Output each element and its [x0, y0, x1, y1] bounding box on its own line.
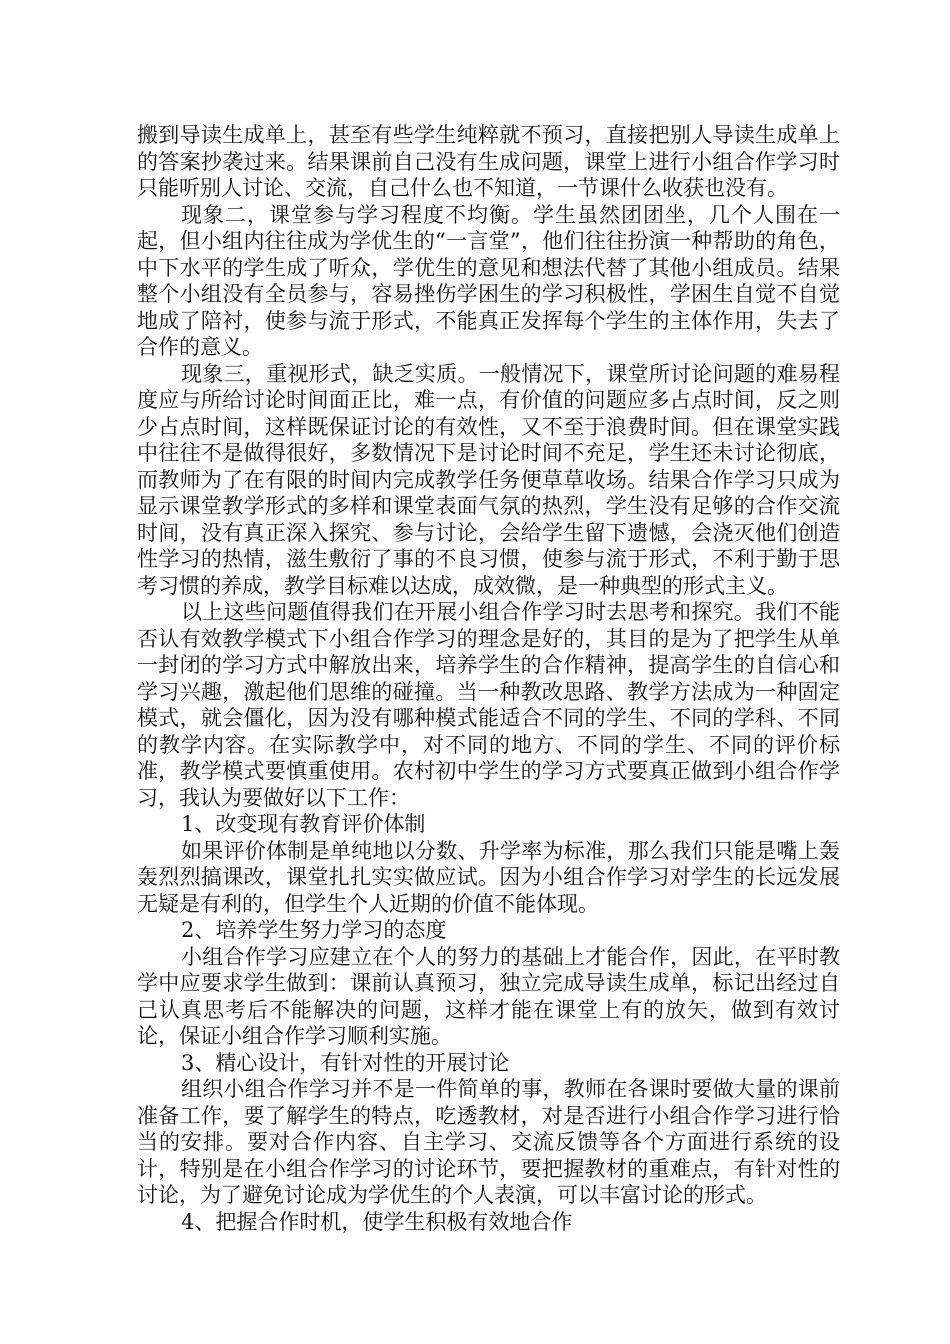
paragraph-phenomenon-two: 现象二，课堂参与学习程度不均衡。学生虽然团团坐，几个人围在一起，但小组内往往成为学优生的“一言堂”，他们往往扮演一种帮助的角色，中下水平的学生成了听众，学优生的意见和想法代替了其他小组成员。结果整个小组没有全员参与，容易挫伤学困生的学习积极性，学困生自觉不自觉地成了陪衬，使参与流于形式，不能真正发挥每个学生的主体作用，失去了合作的意义。	[137, 202, 840, 359]
paragraph-section-3: 组织小组合作学习并不是一件简单的事，教师在各课时要做大量的课前准备工作，要了解学生的特点，吃透教材，对是否进行小组合作学习进行恰当的安排。要对合作内容、自主学习、交流反馈等各个方面进行系统的设计，特别是在小组合作学习的讨论环节，要把握教材的重难点，有针对性的讨论，为了避免讨论成为学优生的个人表演，可以丰富讨论的形式。	[137, 1077, 840, 1207]
section-heading-3: 3、精心设计，有针对性的开展讨论	[181, 1050, 510, 1075]
paragraph-reflection: 以上这些问题值得我们在开展小组合作学习时去思考和探究。我们不能否认有效教学模式下小组合作学习的理念是好的，其目的是为了把学生从单一封闭的学习方式中解放出来，培养学生的合作精神，提高学生的自信心和学习兴趣，激起他们思维的碰撞。当一种教改思路、教学方法成为一种固定模式，就会僵化，因为没有哪种模式能适合不同的学生、不同的学科、不同的教学内容。在实际教学中，对不同的地方、不同的学生、不同的评价标准，教学模式要慎重使用。农村初中学生的学习方式要真正做到小组合作学习，我认为要做好以下工作：	[137, 600, 840, 810]
paragraph-section-1: 如果评价体制是单纯地以分数、升学率为标准，那么我们只能是嘴上轰轰烈烈搞课改，课堂扎扎实实做应试。因为小组合作学习对学生的长远发展无疑是有利的，但学生个人近期的价值不能体现。	[137, 838, 840, 916]
paragraph-continuation: 搬到导读生成单上，甚至有些学生纯粹就不预习，直接把别人导读生成单上的答案抄袭过来。结果课前自己没有生成问题，课堂上进行小组合作学习时只能听别人讨论、交流，自己什么也不知道，一节课什么收获也没有。	[137, 123, 840, 200]
section-heading-1: 1、改变现有教育评价体制	[181, 812, 426, 836]
paragraph-phenomenon-three: 现象三，重视形式，缺乏实质。一般情况下，课堂所讨论问题的难易程度应与所给讨论时间面正比，难一点，有价值的问题应多占点时间，反之则少占点时间，这样既保证讨论的有效性，又不至于浪费时间。但在课堂实践中往往不是做得很好，多数情况下是讨论时间不充足，学生还未讨论彻底，而教师为了在有限的时间内完成教学任务便草草收场。结果合作学习只成为显示课堂教学形式的多样和课堂表面气氛的热烈，学生没有足够的合作交流时间，没有真正深入探究、参与讨论，会给学生留下遗憾，会浇灭他们创造性学习的热情，滋生敷衍了事的不良习惯，使参与流于形式，不利于勤于思考习惯的养成，教学目标难以达成，成效微，是一种典型的形式主义。	[137, 361, 840, 598]
section-heading-4: 4、把握合作时机，使学生积极有效地合作	[181, 1209, 573, 1234]
paragraph-section-2: 小组合作学习应建立在个人的努力的基础上才能合作，因此，在平时教学中应要求学生做到：课前认真预习，独立完成导读生成单，标记出经过自己认真思考后不能解决的问题，这样才能在课堂上有的放矢，做到有效讨论，保证小组合作学习顺利实施。	[137, 944, 840, 1048]
section-heading-2: 2、培养学生努力学习的态度	[181, 918, 447, 942]
document-page	[137, 122, 840, 1235]
